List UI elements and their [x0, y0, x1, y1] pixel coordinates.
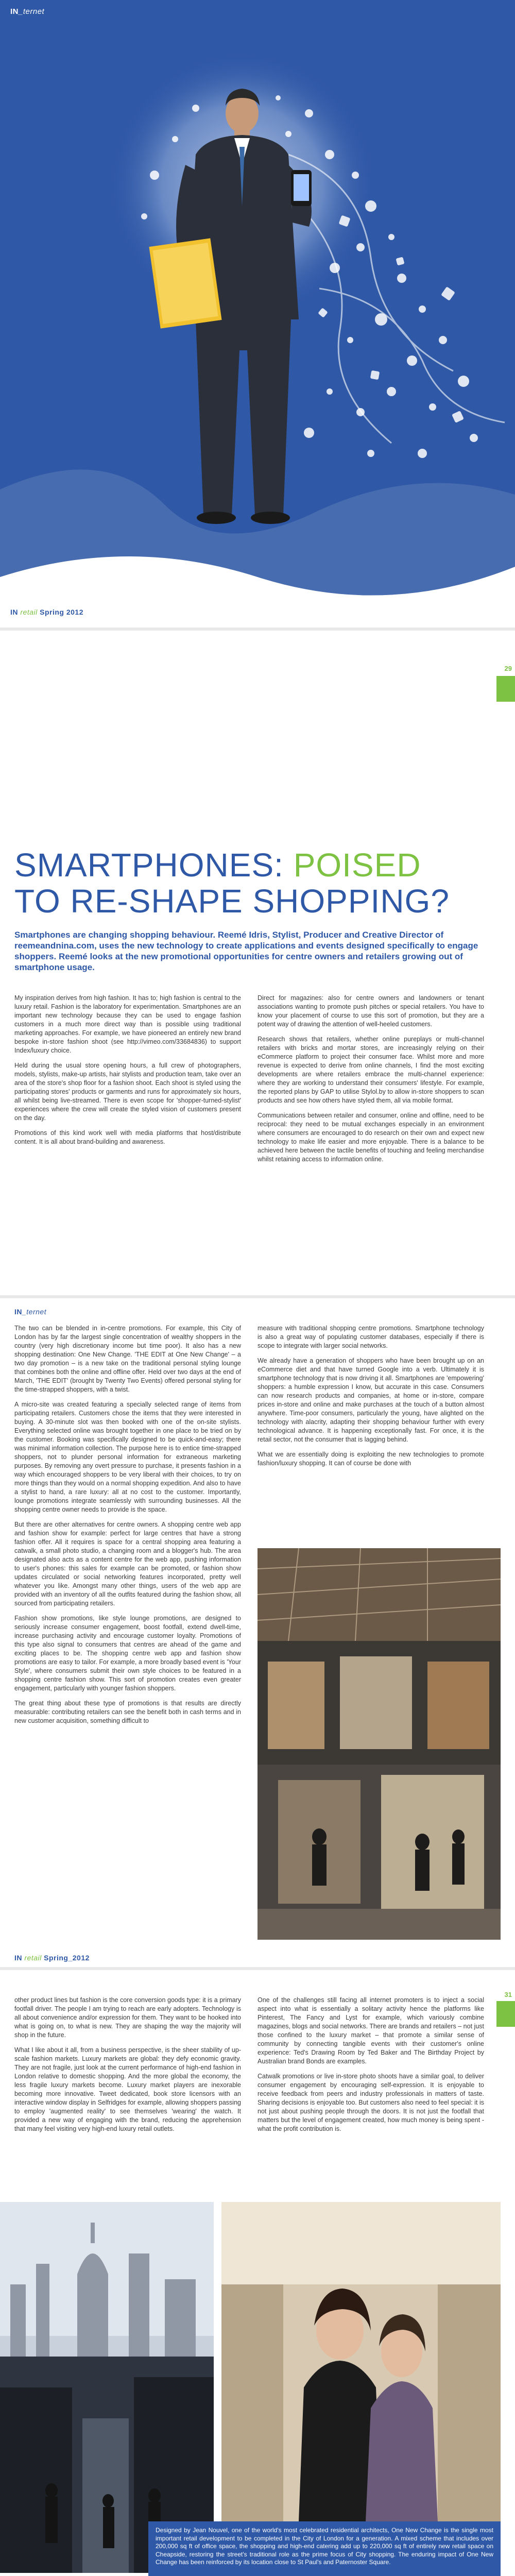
headline-part1: SMARTPHONES:	[14, 846, 284, 884]
page-tab	[496, 676, 515, 702]
standfirst: Smartphones are changing shopping behaviour. Reemé Idris, Stylist, Producer and Creative Director of reemeandnina.com, uses the new technology to create applications and events designed specifically to engage shoppers. Reemé looks at the new promotional opportunities for centre owners and retailers growing out of smartphone usage.	[14, 930, 478, 972]
page4-column-1	[14, 1996, 241, 2140]
london-skyline-photo	[0, 2202, 214, 2573]
footer-retail: retail	[20, 608, 38, 616]
brand-prefix: IN	[14, 1308, 22, 1316]
page-number: 31	[504, 1991, 512, 1998]
paragraph: What I like about it all, from a business perspective, is the sheer stability of up-scale fashion markets. Luxury markets are global: they defy economic gravity. They are not fragile, just look at the current performance of high-end fashion in London relative to domestic shopping. And the more global the economy, the less fragile luxury markets become. Luxury market players are inexorable becoming more innovative. Tweet dedicated, book store licensors with an interactive window display in Selfridges for example, allowing shoppers passing to employ 'augmented reality' to see themselves 'wearing' the watch. It provided a new way of engaging with the brand, reducing the apprehension that many feel visiting very high-end luxury retail outlets.	[14, 2046, 241, 2132]
brand-suffix: _ternet	[22, 1308, 47, 1316]
page-number: 29	[504, 665, 512, 672]
paragraph: Fashion show promotions, like style lounge promotions, are designed to seriously increase consumer engagement, boost footfall, extend dwell-time, increase purchasing activity and encourage customer loyalty. Promotions of this type also signal to consumers that centres are ahead of the game and exciting places to be. The shopping centre web app and fashion show promotions are easy to tailor. For example, a more broadly based event is 'Your Style', where consumers submit their own style choices to be featured in a shopping centre fashion show. This sort of promotion creates even greater engagement, particularly with younger fashion shoppers.	[14, 1615, 241, 1692]
footer-brand: IN	[14, 1954, 22, 1962]
paragraph: One of the challenges still facing all internet promoters is to inject a social aspect into what is essentially a solitary activity hence the platforms like Pinterest, The Fancy and Lyst for example, which variously combine magazines, blogs and social networks. There are brands and retailers – not just those confined to the luxury market – that promote a similar sense of community by connecting tangible events with their customer's online experience: Ted's Drawing Room by Ted Baker and The Birthday Project by Australian brand Bonds are examples.	[258, 1996, 484, 2065]
footer-retail: retail	[24, 1954, 42, 1962]
footer-issue: Spring_2012	[44, 1954, 90, 1962]
headline-part2: POISED	[293, 846, 421, 884]
page-4	[0, 1970, 515, 2576]
paragraph: Catwalk promotions or live in-store photo shoots have a similar goal, to deliver consumer engagement by encouraging self-expression. It is enjoyable to receive feedback from peers and industry professionals in matters of taste. Sharing decisions is enjoyable too. But customers also need to feel special: it is not just about pushing people through the doors. It is not just the footfall that matters but the level of engagement created, how much money is being spent - what the profit contribution is.	[258, 2073, 484, 2132]
footer-brand: IN	[10, 608, 18, 616]
paragraph: Communications between retailer and consumer, online and offline, need to be reciprocal: they need to be mutual exchanges especially in an environment where consumers are encouraged to do research on their own and expect new technology to make life easier and more enjoyable. There is a balance to be achieved here between the tactile benefits of touching and feeling merchandise whilst retaining access to information online.	[258, 1112, 484, 1163]
paragraph: Direct for magazines: also for centre owners and landowners or tenant associations wanting to promote push pitches or special retailers. You have to know your placement of course to use this sort of promotion, but they are a potent way of drawing the attention of well-heeled customers.	[258, 994, 484, 1028]
paragraph: A micro-site was created featuring a specially selected range of items from participating retailers. Customers chose the items that they were interested in buying. A 30-minute slot was then booked with one of the on-site stylists. Everything selected online was brought together in one place to be tried on by the customer. Booking was specifically designed to be quick-and-easy; there was minimal information collection. The purpose here is to entice time-strapped shoppers, not to plunder personal information for extraneous marketing purposes. By removing any overt pressure to purchase, it presents fashion in a way which encouraged shoppers to be very liberal with their choices, to try on more things than they would on a normal shopping expedition. And also to have a stylist to hand, a rare luxury: all at no cost to the customer. Importantly, lounge promotions integrate seamlessly with surrounding businesses. All the shopping centre owner needs to provide is the space.	[14, 1401, 241, 1513]
paragraph: My inspiration derives from high fashion. It has to; high fashion is central to the luxury retail. Fashion is the laboratory for experimentation. Smartphones are an important new technology because they can be used to engage fashion customers in a much more direct way than is possible using traditional marketing approaches. For example, we have pioneered an entirely new brand bespoke in-store fashion shoot (see http://vimeo.com/33684836) to support Index/luxury choice.	[14, 994, 241, 1054]
headline	[14, 847, 499, 919]
paragraph: The great thing about these type of promotions is that results are directly measurable: contributing retailers can see the benefit both in cash terms and in new customer acquisition, something difficult to	[14, 1700, 241, 1724]
opener-column-1	[14, 994, 241, 1153]
paragraph: measure with traditional shopping centre promotions. Smartphone technology is also a great way of populating customer databases, especially if there is scope to integrate with larger social networks.	[258, 1325, 484, 1349]
footer-issue: Spring 2012	[40, 608, 84, 616]
shoppers-photo	[221, 2202, 501, 2521]
page3-brand-logo	[14, 1308, 46, 1316]
brand-prefix: IN	[10, 7, 19, 16]
paragraph: But there are other alternatives for centre owners. A shopping centre web app and fashion show for example: perfect for large centres that have a strong fashion offer. All it requires is space for a central shopping area featuring a catwalk, a small photo studio, a changing room and a blogger's hub. The area designated also acts as a content centre for the web app, pushing information to user's phones: this sales for example can be promoted, or fashion show updates circulated or social networking features incorporated, pretty well whatever you like. Amongst many other things, users of the web app are provided with an inventory of all the outfits featured during the fashion show, all sourced from participating retailers.	[14, 1521, 241, 1607]
paragraph: Promotions of this kind work well with media platforms that host/distribute content. It is all about brand-building and awareness.	[14, 1129, 241, 1145]
page-3	[0, 1298, 515, 1967]
page-1-cover	[0, 0, 515, 628]
cover-brand-logo	[10, 7, 44, 16]
brand-suffix: _ternet	[19, 7, 45, 16]
cover-footer	[10, 608, 83, 616]
page3-column-1	[14, 1324, 241, 1732]
cover-illustration	[0, 0, 515, 628]
opener-column-2	[258, 994, 484, 1170]
page3-column-2	[258, 1324, 484, 1474]
paragraph: What we are essentially doing is exploiting the new technologies to promote fashion/luxury shopping. It can of course be done with	[258, 1451, 484, 1467]
page4-column-2	[258, 1996, 484, 2140]
photo-caption-box	[148, 2521, 501, 2576]
photo-caption: Designed by Jean Nouvel, one of the world's most celebrated residential architects, One New Change is the single most important retail development to be completed in the City of London for a generation. A mixed scheme that includes over 200,000 sq ft of office space, the shopping and high-end catering add up to 220,000 sq ft of entirely new retail space on Cheapside, restoring the street's traditional role as the prime focus of City shopping. The enduring impact of One New Change has been reinforced by its location close to St Paul's and Paternoster Square.	[156, 2527, 493, 2566]
paragraph: Held during the usual store opening hours, a full crew of photographers, models, stylists, make-up artists, hair stylists and production team, take over an area of the store's shop floor for a fashion shoot. Each shoot is styled using the participating stores' products or garments and runs for approximately six hours, all whilst being live-streamed. There is even scope for 'shopper-turned-stylist' experiences where the crew will create the styled vision of customers present on the day.	[14, 1062, 241, 1122]
paragraph: other product lines but fashion is the core conversion goods type: it is a primary footfall driver. The people I am trying to reach are early adopters. Technology is all about convenience and/or expression for them. They want to be hooked into what is going on, to what is new. They are shaping the way the majority will shop in the future.	[14, 1996, 241, 2039]
mall-interior-photo	[258, 1548, 501, 1940]
page-tab	[496, 2001, 515, 2027]
paragraph: The two can be blended in in-centre promotions. For example, this City of London has by far the largest single concentration of wealthy shoppers in the country (very high discretionary income but time poor). It also has a new shopping destination: One New Change. 'THE EDIT at One New Change' – a two day promotion – is a new take on the traditional personal styling lounge that combines both the online and offline offer. Held over two days at the end of March, 'THE EDIT' (brought by Twenty Two Events) offered personal styling for the time-strapped shoppers, with a twist.	[14, 1325, 241, 1393]
headline-line2: TO RE-SHAPE SHOPPING?	[14, 883, 450, 920]
paragraph: We already have a generation of shoppers who have been brought up on an eCommerce diet and that have turned Google into a verb. Ultimately it is smartphone technology that is now driving it all. Smartphones are 'empowering' shoppers: a humble expression I know, but accurate in this case. Consumers can now research products and companies, at home or in-store, compare prices in-store and online and make purchases at the touch of a button almost anywhere. Time-poor consumers, particularly the young, have alighted on the technology with alacrity, adapting their shopping behaviour further with every technological advance. It is happening exceptionally fast. For once, it is the retail sector, not the consumer that is lagging behind.	[258, 1357, 484, 1443]
paragraph: Research shows that retailers, whether online pureplays or multi-channel retailers with bricks and mortar stores, are increasingly relying on their eCommerce platform to project their consumer face. Whilst more and more revenue is expected to derive from online channels, I find the most exciting developments are where retailers embrace the multi-channel experience: where they are working to understand their consumers' lifestyle. For example, the reported plans by GAP to utilise Stylol.by to allow in-store shoppers to scan products and see how others have styled them, all via mobile format.	[258, 1036, 484, 1104]
page-2-article-opener	[0, 631, 515, 1295]
page3-footer	[14, 1954, 90, 1962]
